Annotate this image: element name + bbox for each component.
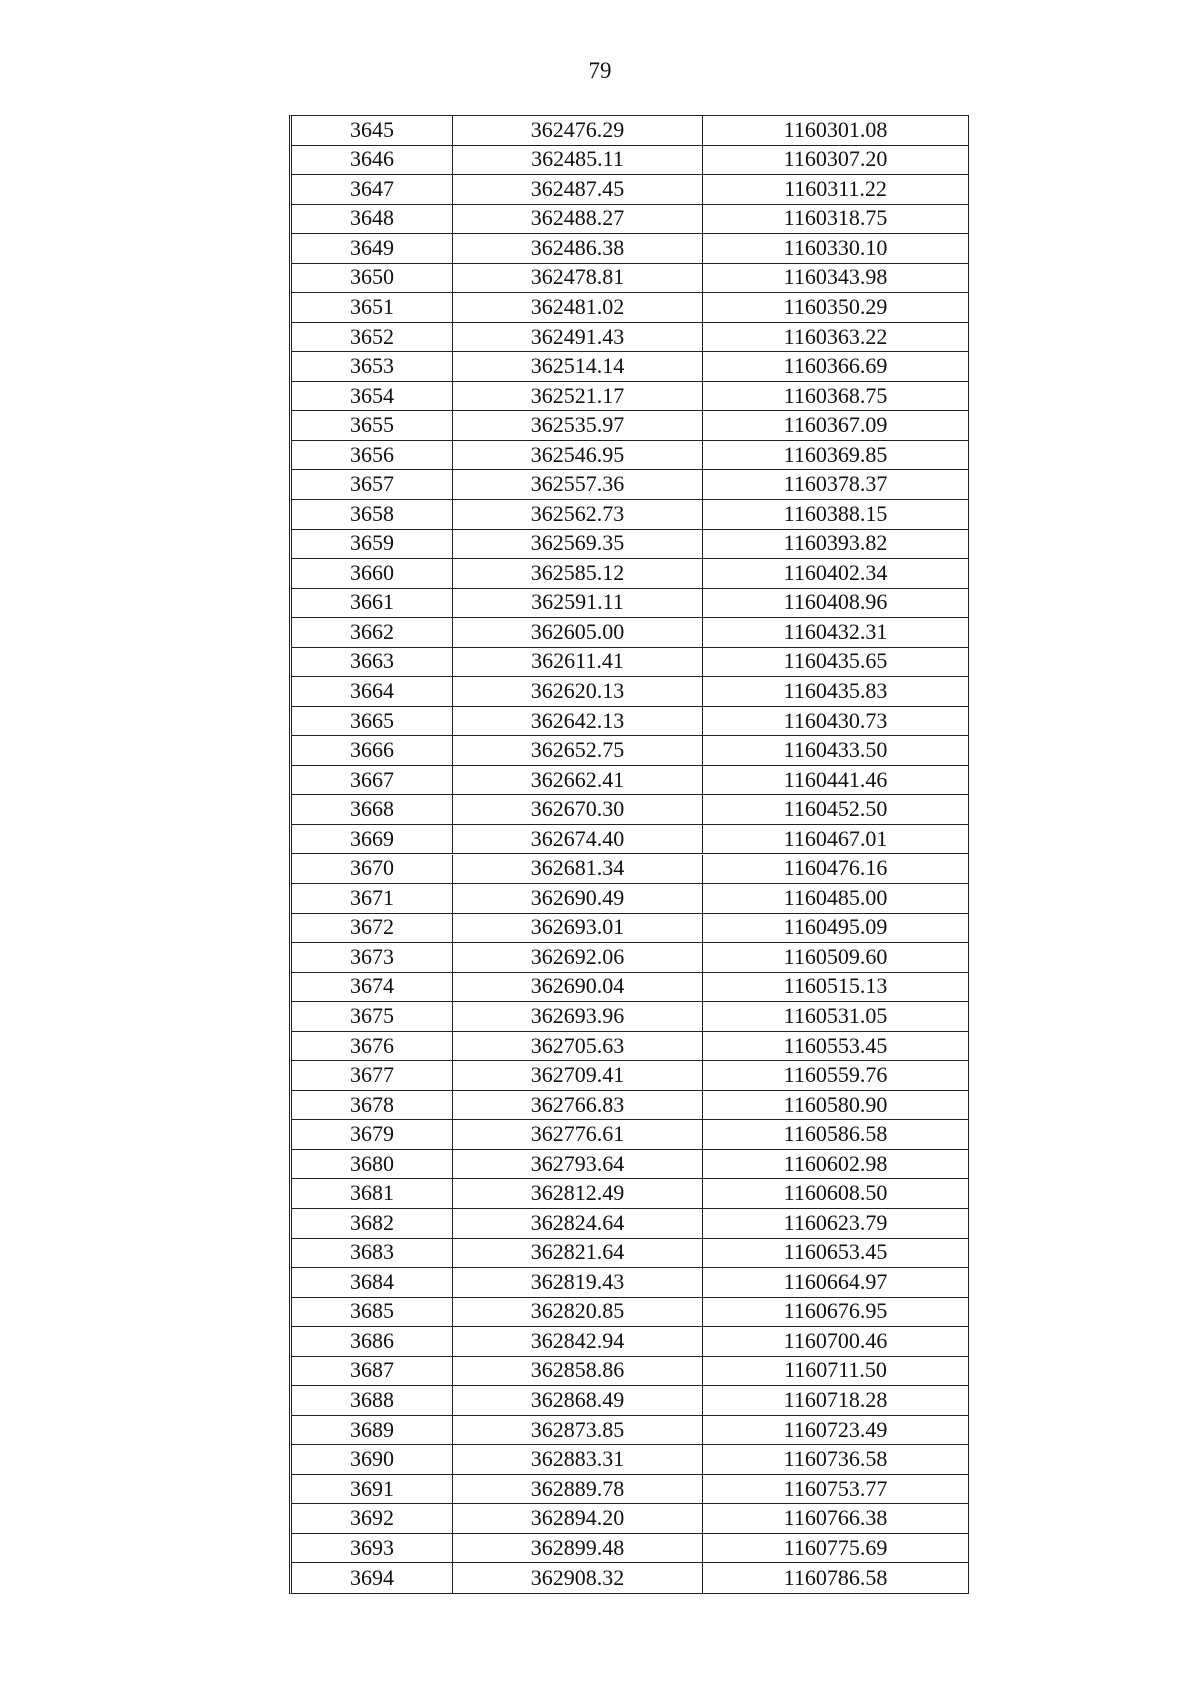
y-coordinate-cell: 1160553.45 <box>783 1032 888 1058</box>
y-coordinate-cell: 1160664.97 <box>783 1268 888 1294</box>
x-coordinate-cell: 362562.73 <box>453 500 703 529</box>
table-row <box>292 973 968 1003</box>
point-number-cell: 3685 <box>292 1298 453 1327</box>
table-row <box>292 530 968 560</box>
y-coordinate-cell: 1160711.50 <box>784 1357 887 1383</box>
x-coordinate-cell: 362652.75 <box>453 736 703 765</box>
point-number-cell: 3671 <box>292 884 453 913</box>
point-number-cell: 3675 <box>292 1002 453 1031</box>
point-number-cell: 3683 <box>292 1239 453 1268</box>
table-row <box>292 914 968 944</box>
table-row <box>292 736 968 766</box>
x-coordinate-cell: 362491.43 <box>453 323 703 352</box>
point-number-cell: 3692 <box>292 1504 453 1533</box>
table-row <box>292 293 968 323</box>
x-coordinate-cell: 362662.41 <box>453 766 703 795</box>
page-number: 79 <box>588 58 612 83</box>
point-number-cell: 3651 <box>292 293 453 322</box>
point-number-cell: 3676 <box>292 1032 453 1061</box>
point-number-cell: 3665 <box>292 707 453 736</box>
y-coordinate-cell: 1160311.22 <box>784 175 887 201</box>
table-row <box>292 677 968 707</box>
table-row <box>292 1032 968 1062</box>
y-coordinate-cell: 1160432.31 <box>783 618 888 644</box>
x-coordinate-cell: 362873.85 <box>453 1416 703 1445</box>
y-coordinate-cell: 1160531.05 <box>783 1002 888 1028</box>
point-number-cell: 3658 <box>292 500 453 529</box>
table-row <box>292 1002 968 1032</box>
point-number-cell: 3661 <box>292 589 453 618</box>
x-coordinate-cell: 362693.01 <box>453 914 703 943</box>
x-coordinate-cell: 362535.97 <box>453 411 703 440</box>
x-coordinate-cell: 362557.36 <box>453 470 703 499</box>
table-row <box>292 411 968 441</box>
table-row <box>292 1091 968 1121</box>
x-coordinate-cell: 362488.27 <box>453 205 703 234</box>
x-coordinate-cell: 362591.11 <box>453 589 703 618</box>
coordinates-table <box>289 115 969 1594</box>
point-number-cell: 3650 <box>292 264 453 293</box>
point-number-cell: 3662 <box>292 618 453 647</box>
y-coordinate-cell: 1160766.38 <box>783 1505 888 1531</box>
x-coordinate-cell: 362642.13 <box>453 707 703 736</box>
point-number-cell: 3659 <box>292 530 453 559</box>
point-number-cell: 3690 <box>292 1445 453 1474</box>
table-row <box>292 589 968 619</box>
x-coordinate-cell: 362486.38 <box>453 234 703 263</box>
y-coordinate-cell: 1160367.09 <box>783 412 888 438</box>
table-row <box>292 943 968 973</box>
table-row <box>292 175 968 205</box>
y-coordinate-cell: 1160786.58 <box>783 1564 888 1590</box>
point-number-cell: 3680 <box>292 1150 453 1179</box>
point-number-cell: 3668 <box>292 795 453 824</box>
point-number-cell: 3684 <box>292 1268 453 1297</box>
point-number-cell: 3648 <box>292 205 453 234</box>
table-row <box>292 559 968 589</box>
x-coordinate-cell: 362487.45 <box>453 175 703 204</box>
table-row <box>292 618 968 648</box>
table-row <box>292 1061 968 1091</box>
x-coordinate-cell: 362819.43 <box>453 1268 703 1297</box>
y-coordinate-cell: 1160602.98 <box>783 1150 888 1176</box>
table-row <box>292 382 968 412</box>
y-coordinate-cell: 1160515.13 <box>783 973 888 999</box>
table-row <box>292 1120 968 1150</box>
x-coordinate-cell: 362766.83 <box>453 1091 703 1120</box>
y-coordinate-cell: 1160402.34 <box>783 559 888 585</box>
y-coordinate-cell: 1160775.69 <box>783 1534 888 1560</box>
table-row <box>292 884 968 914</box>
point-number-cell: 3688 <box>292 1386 453 1415</box>
y-coordinate-cell: 1160435.83 <box>783 678 888 704</box>
point-number-cell: 3655 <box>292 411 453 440</box>
y-coordinate-cell: 1160753.77 <box>783 1475 888 1501</box>
point-number-cell: 3670 <box>292 855 453 884</box>
x-coordinate-cell: 362681.34 <box>453 855 703 884</box>
x-coordinate-cell: 362620.13 <box>453 677 703 706</box>
point-number-cell: 3694 <box>292 1563 453 1593</box>
y-coordinate-cell: 1160495.09 <box>783 914 888 940</box>
table-row <box>292 1268 968 1298</box>
point-number-cell: 3677 <box>292 1061 453 1090</box>
point-number-cell: 3681 <box>292 1179 453 1208</box>
x-coordinate-cell: 362883.31 <box>453 1445 703 1474</box>
x-coordinate-cell: 362889.78 <box>453 1475 703 1504</box>
point-number-cell: 3654 <box>292 382 453 411</box>
x-coordinate-cell: 362709.41 <box>453 1061 703 1090</box>
table-row <box>292 855 968 885</box>
y-coordinate-cell: 1160393.82 <box>783 530 888 556</box>
x-coordinate-cell: 362894.20 <box>453 1504 703 1533</box>
table-row <box>292 825 968 855</box>
x-coordinate-cell: 362521.17 <box>453 382 703 411</box>
table-row <box>292 1150 968 1180</box>
point-number-cell: 3672 <box>292 914 453 943</box>
x-coordinate-cell: 362674.40 <box>453 825 703 854</box>
point-number-cell: 3663 <box>292 648 453 677</box>
table-row <box>292 1298 968 1328</box>
x-coordinate-cell: 362485.11 <box>453 146 703 175</box>
x-coordinate-cell: 362481.02 <box>453 293 703 322</box>
y-coordinate-cell: 1160378.37 <box>783 471 888 497</box>
table-row <box>292 205 968 235</box>
y-coordinate-cell: 1160366.69 <box>783 353 888 379</box>
point-number-cell: 3647 <box>292 175 453 204</box>
x-coordinate-cell: 362793.64 <box>453 1150 703 1179</box>
y-coordinate-cell: 1160467.01 <box>783 825 888 851</box>
table-row <box>292 1475 968 1505</box>
x-coordinate-cell: 362476.29 <box>453 116 703 145</box>
x-coordinate-cell: 362908.32 <box>453 1563 703 1593</box>
point-number-cell: 3674 <box>292 973 453 1002</box>
y-coordinate-cell: 1160435.65 <box>783 648 888 674</box>
table-row <box>292 1386 968 1416</box>
y-coordinate-cell: 1160623.79 <box>783 1209 888 1235</box>
point-number-cell: 3673 <box>292 943 453 972</box>
table-row <box>292 1563 968 1593</box>
y-coordinate-cell: 1160307.20 <box>783 146 888 172</box>
y-coordinate-cell: 1160330.10 <box>783 234 888 260</box>
point-number-cell: 3666 <box>292 736 453 765</box>
table-row <box>292 707 968 737</box>
y-coordinate-cell: 1160509.60 <box>783 943 888 969</box>
x-coordinate-cell: 362842.94 <box>453 1327 703 1356</box>
point-number-cell: 3693 <box>292 1534 453 1563</box>
x-coordinate-cell: 362611.41 <box>453 648 703 677</box>
x-coordinate-cell: 362670.30 <box>453 795 703 824</box>
point-number-cell: 3653 <box>292 352 453 381</box>
point-number-cell: 3645 <box>292 116 453 145</box>
table-row <box>292 766 968 796</box>
y-coordinate-cell: 1160452.50 <box>783 796 888 822</box>
table-row <box>292 323 968 353</box>
x-coordinate-cell: 362821.64 <box>453 1239 703 1268</box>
y-coordinate-cell: 1160718.28 <box>783 1386 888 1412</box>
point-number-cell: 3652 <box>292 323 453 352</box>
x-coordinate-cell: 362868.49 <box>453 1386 703 1415</box>
table-row <box>292 1445 968 1475</box>
table-row <box>292 1179 968 1209</box>
x-coordinate-cell: 362899.48 <box>453 1534 703 1563</box>
point-number-cell: 3691 <box>292 1475 453 1504</box>
y-coordinate-cell: 1160369.85 <box>783 441 888 467</box>
y-coordinate-cell: 1160485.00 <box>783 884 888 910</box>
y-coordinate-cell: 1160559.76 <box>783 1062 888 1088</box>
point-number-cell: 3686 <box>292 1327 453 1356</box>
x-coordinate-cell: 362776.61 <box>453 1120 703 1149</box>
point-number-cell: 3656 <box>292 441 453 470</box>
table-row <box>292 1416 968 1446</box>
x-coordinate-cell: 362824.64 <box>453 1209 703 1238</box>
point-number-cell: 3649 <box>292 234 453 263</box>
table-row <box>292 352 968 382</box>
x-coordinate-cell: 362569.35 <box>453 530 703 559</box>
y-coordinate-cell: 1160476.16 <box>783 855 888 881</box>
table-row <box>292 1504 968 1534</box>
x-coordinate-cell: 362605.00 <box>453 618 703 647</box>
point-number-cell: 3687 <box>292 1357 453 1386</box>
x-coordinate-cell: 362820.85 <box>453 1298 703 1327</box>
x-coordinate-cell: 362692.06 <box>453 943 703 972</box>
table-row <box>292 441 968 471</box>
point-number-cell: 3664 <box>292 677 453 706</box>
x-coordinate-cell: 362812.49 <box>453 1179 703 1208</box>
table-row <box>292 146 968 176</box>
table-row <box>292 470 968 500</box>
point-number-cell: 3678 <box>292 1091 453 1120</box>
point-number-cell: 3669 <box>292 825 453 854</box>
y-coordinate-cell: 1160586.58 <box>783 1121 888 1147</box>
y-coordinate-cell: 1160700.46 <box>783 1327 888 1353</box>
y-coordinate-cell: 1160301.08 <box>783 116 888 142</box>
y-coordinate-cell: 1160408.96 <box>783 589 888 615</box>
y-coordinate-cell: 1160368.75 <box>783 382 888 408</box>
x-coordinate-cell: 362585.12 <box>453 559 703 588</box>
y-coordinate-cell: 1160430.73 <box>783 707 888 733</box>
x-coordinate-cell: 362858.86 <box>453 1357 703 1386</box>
table-row <box>292 264 968 294</box>
point-number-cell: 3682 <box>292 1209 453 1238</box>
table-row <box>292 1357 968 1387</box>
point-number-cell: 3667 <box>292 766 453 795</box>
y-coordinate-cell: 1160723.49 <box>783 1416 888 1442</box>
table-row <box>292 648 968 678</box>
x-coordinate-cell: 362690.04 <box>453 973 703 1002</box>
table-row <box>292 500 968 530</box>
x-coordinate-cell: 362478.81 <box>453 264 703 293</box>
table-row <box>292 1534 968 1564</box>
y-coordinate-cell: 1160441.46 <box>783 766 888 792</box>
table-row <box>292 1327 968 1357</box>
y-coordinate-cell: 1160676.95 <box>783 1298 888 1324</box>
point-number-cell: 3657 <box>292 470 453 499</box>
y-coordinate-cell: 1160388.15 <box>783 500 888 526</box>
y-coordinate-cell: 1160318.75 <box>783 205 888 231</box>
y-coordinate-cell: 1160363.22 <box>783 323 888 349</box>
x-coordinate-cell: 362514.14 <box>453 352 703 381</box>
table-row <box>292 1209 968 1239</box>
table-row <box>292 795 968 825</box>
y-coordinate-cell: 1160736.58 <box>783 1446 888 1472</box>
y-coordinate-cell: 1160608.50 <box>783 1180 888 1206</box>
table-row <box>292 234 968 264</box>
y-coordinate-cell: 1160343.98 <box>783 264 888 290</box>
y-coordinate-cell: 1160350.29 <box>783 294 888 319</box>
table-row <box>292 116 968 146</box>
x-coordinate-cell: 362705.63 <box>453 1032 703 1061</box>
y-coordinate-cell: 1160433.50 <box>783 737 888 763</box>
y-coordinate-cell: 1160653.45 <box>783 1239 888 1265</box>
x-coordinate-cell: 362546.95 <box>453 441 703 470</box>
x-coordinate-cell: 362690.49 <box>453 884 703 913</box>
point-number-cell: 3660 <box>292 559 453 588</box>
point-number-cell: 3679 <box>292 1120 453 1149</box>
point-number-cell: 3689 <box>292 1416 453 1445</box>
x-coordinate-cell: 362693.96 <box>453 1002 703 1031</box>
table-row <box>292 1239 968 1269</box>
point-number-cell: 3646 <box>292 146 453 175</box>
y-coordinate-cell: 1160580.90 <box>783 1091 888 1117</box>
